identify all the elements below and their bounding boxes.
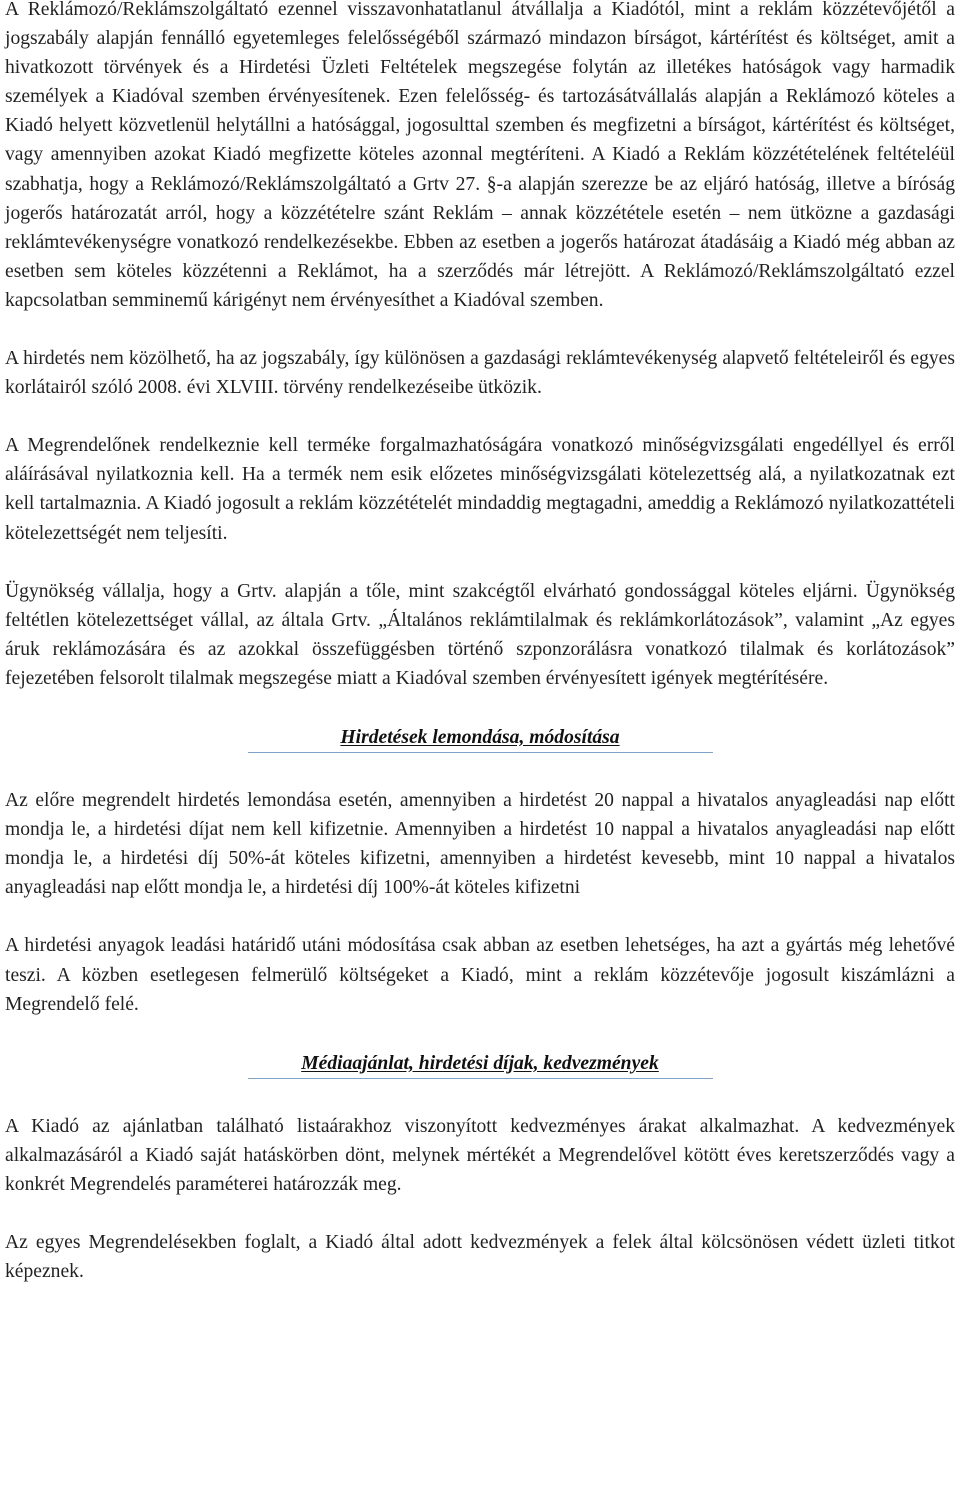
paragraph-trade-secret: Az egyes Megrendelésekben foglalt, a Kiadó által adott kedvezmények a felek által kölcsönösen védett üzleti titkot képeznek. (5, 1232, 955, 1283)
paragraph-modification: A hirdetési anyagok leadási határidő utáni módosítása csak abban az esetben lehetséges, ha azt a gyártás még lehetővé teszi. A közben esetlegesen felmerülő költségeket a Kiadó, mint a reklám közzétevője jogosult kiszámlázni a Megrendelő felé. (5, 935, 955, 1015)
spacer (5, 402, 955, 431)
paragraph-discounts: A Kiadó az ajánlatban található listaárakhoz viszonyított kedvezményes árakat alkalmazhat. A kedvezmények alkalmazásáról a Kiadó saját hatáskörben dönt, melynek mértékét a Megrendelővel kötött éves keretszerződés vagy a konkrét Megrendelés paraméterei határozzák meg. (5, 1115, 955, 1195)
spacer (5, 548, 955, 577)
paragraph-liability-assumption: A Reklámozó/Reklámszolgáltató ezennel visszavonhatatlanul átvállalja a Kiadótól, mint a reklám közzétevőjétől a jogszabály alapján fennálló egyetemleges felelősségéből származó mindazon bírságot, kártérítést és költséget, amit a hivatkozott törvények és a Hirdetési Üzleti Feltételek megszegése folytán az illetékes hatóságok vagy harmadik személyek a Kiadóval szemben érvényesítenek. Ezen felelősség- és tartozásátvállalás alapján a Reklámozó köteles a Kiadó helyett közvetlenül helytállni a hatósággal, jogosulttal szemben és megfizetni a bírságot, kártérítést és költséget, vagy amennyiben azokat Kiadó megfizette köteles azonnal megtéríteni. A Kiadó a Reklám közzétételének feltételéül szabhatja, hogy a Reklámozó/Reklámszolgáltató a Grtv 27. §-a alapján szerezze be az eljáró hatóság, illetve a bíróság jogerős határozatát arról, hogy a közzétételre szánt Reklám – annak közzététele esetén – nem ütközne a gazdasági reklámtevékenységre vonatkozó rendelkezésekbe. Ebben az esetben a jogerős határozat átadásáig a Kiadó még abban az esetben sem köteles közzétenni a Reklámot, ha a szerződés már létrejött. A Reklámozó/Reklámszolgáltató ezzel kapcsolatban semminemű kárigényt nem érvényesíthet a Kiadóval szemben. (5, 0, 955, 311)
spacer (5, 1019, 955, 1049)
section-heading-cancellation-title: Hirdetések lemondása, módosítása (340, 726, 620, 748)
paragraph-cancellation-fees: Az előre megrendelt hirdetés lemondása esetén, amennyiben a hirdetést 20 nappal a hivatalos anyagleadási nap előtt mondja le, a hirdetési díjat nem kell kifizetnie. Amennyiben a hirdetést 10 nappal a hivatalos anyagleadási nap előtt mondja le, a hirdetési díj 50%-át köteles kifizetni, amennyiben a hirdetést kevesebb, mint 10 nappal a hivatalos anyagleadási nap előtt mondja le, a hirdetési díj 100%-át köteles kifizetni (5, 790, 955, 899)
paragraph-ad-prohibition: A hirdetés nem közölhető, ha az jogszabály, így különösen a gazdasági reklámtevékenység alapvető feltételeiről és egyes korlátairól szóló 2008. évi XLVIII. törvény rendelkezéseibe ütközik. (5, 348, 955, 399)
spacer (5, 315, 955, 344)
paragraph-quality-permit: A Megrendelőnek rendelkeznie kell terméke forgalmazhatóságára vonatkozó minőségvizsgálati engedéllyel és erről aláírásával nyilatkoznia kell. Ha a termék nem esik előzetes minőségvizsgálati kötelezettség alá, a nyilatkozatnak ezt kell tartalmaznia. A Kiadó jogosult a reklám közzétételét mindaddig megtagadni, ameddig a Reklámozó nyilatkozattételi kötelezettségét nem teljesíti. (5, 435, 955, 544)
document-page (5, 0, 955, 1286)
spacer (5, 753, 955, 786)
paragraph-agency-obligations: Ügynökség vállalja, hogy a Grtv. alapján a tőle, mint szakcégtől elvárható gondossággal köteles eljárni. Ügynökség feltétlen kötelezettséget vállal, az általa Grtv. „Általános reklámtilalmak és reklámkorlátozások”, valamint „Az egyes áruk reklámozására és az azokkal összefüggésben történő szponzorálásra vonatkozó tilalmak és korlátozások” fejezetében felsorolt tilalmak megszegése miatt a Kiadóval szemben érvényesített igények megtérítésére. (5, 580, 955, 689)
section-heading-media-offer-title: Médiaajánlat, hirdetési díjak, kedvezmények (301, 1052, 659, 1074)
section-heading-media-offer (5, 1049, 955, 1078)
spacer (5, 1199, 955, 1228)
spacer (5, 693, 955, 723)
spacer (5, 902, 955, 931)
spacer (5, 1079, 955, 1112)
section-heading-cancellation (5, 723, 955, 752)
